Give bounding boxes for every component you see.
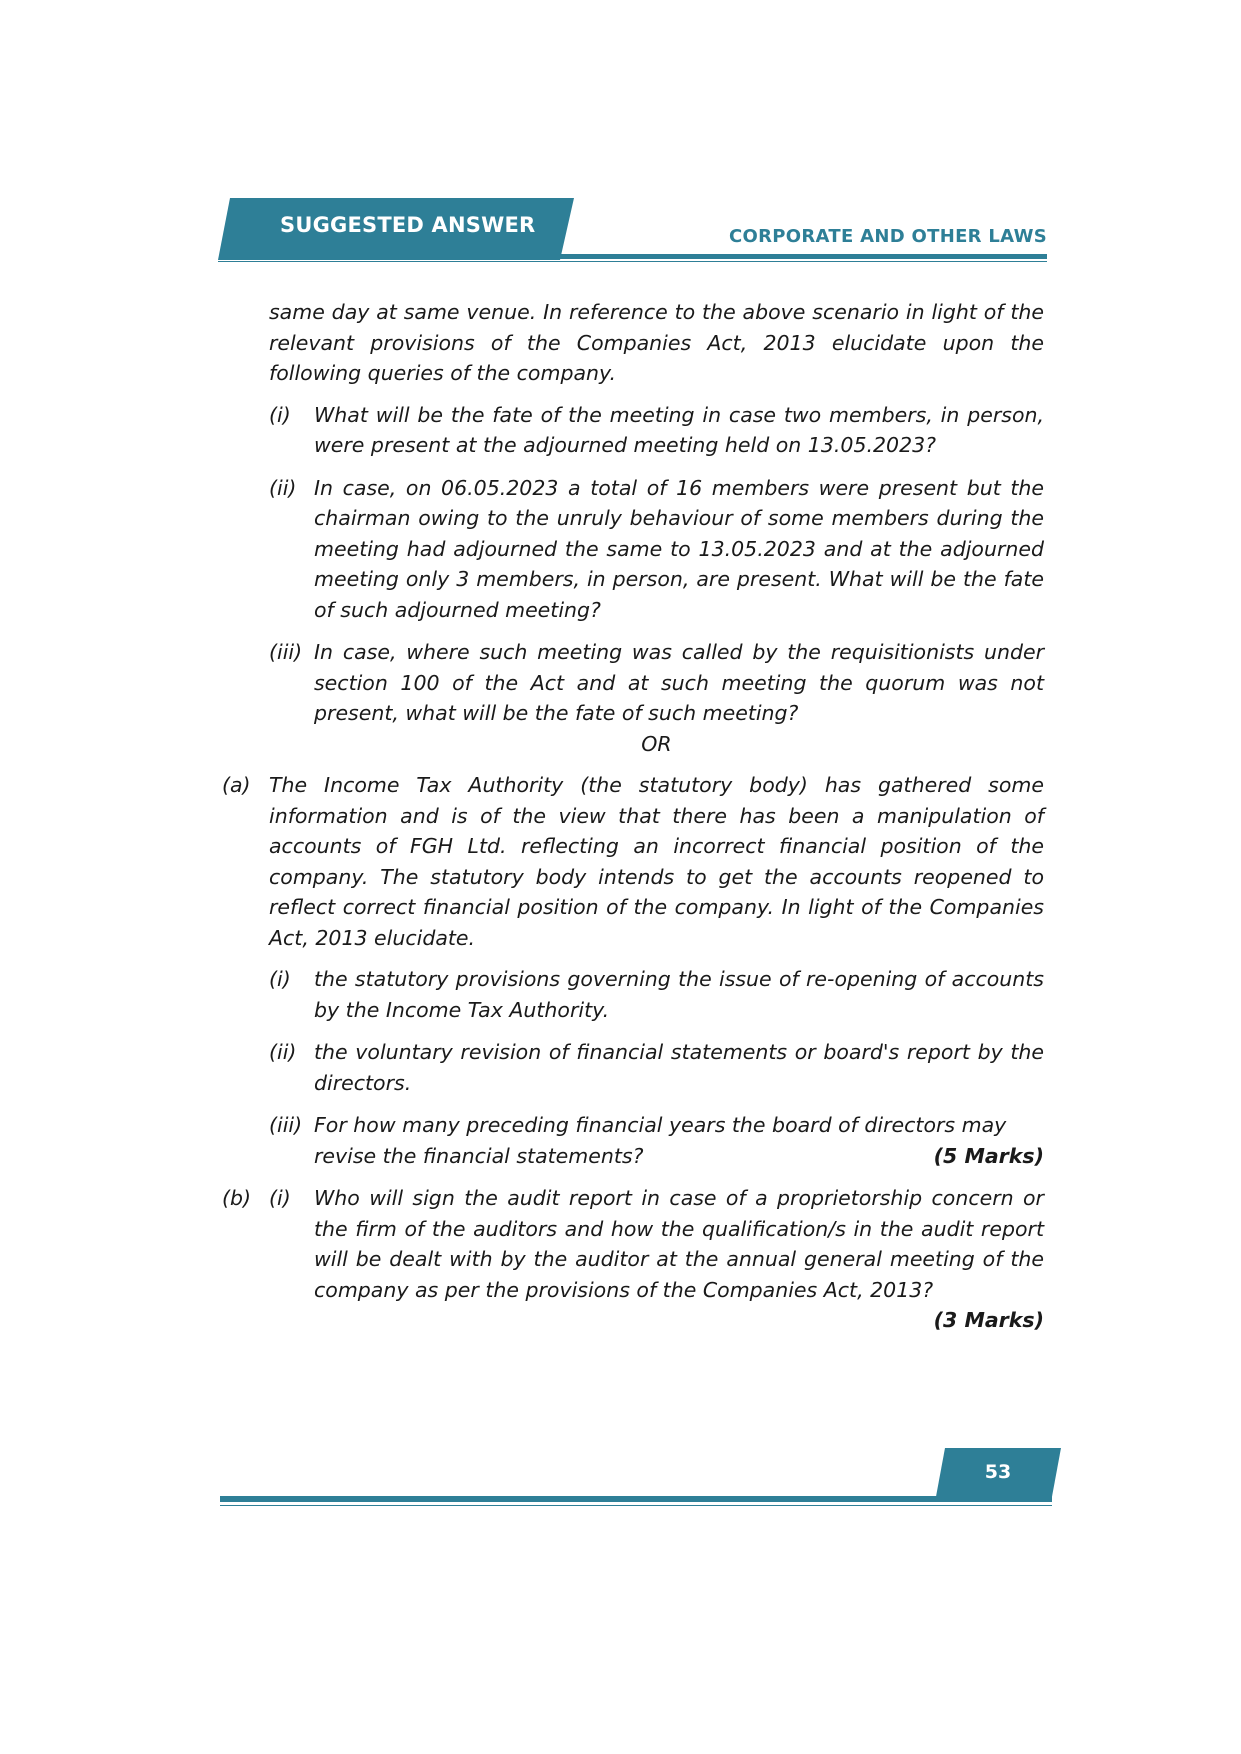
intro-paragraph: same day at same venue. In reference to the above scenario in light of the relevant provisions of the Companies Act, 2013 elucidate upon the following queries of the company. bbox=[269, 300, 1044, 385]
marks-label: (3 Marks) bbox=[933, 1308, 1044, 1332]
item-label: (i) bbox=[269, 1186, 291, 1210]
subject-title: CORPORATE AND OTHER LAWS bbox=[729, 226, 1047, 247]
page-number: 53 bbox=[984, 1461, 1012, 1483]
query-item bbox=[222, 473, 1044, 626]
page-content bbox=[222, 297, 1044, 1336]
item-label: (i) bbox=[269, 967, 291, 991]
question-a-item bbox=[222, 964, 1044, 1025]
or-divider: OR bbox=[641, 731, 672, 756]
query-item bbox=[222, 637, 1044, 729]
footer-rule bbox=[220, 1496, 1052, 1502]
marks-label: (5 Marks) bbox=[933, 1143, 1044, 1168]
query-text: What will be the fate of the meeting in case two members, in person, were present at the adjourned meeting held on 13.05.2023? bbox=[314, 402, 1044, 457]
item-text: the voluntary revision of financial statements or board's report by the directors. bbox=[314, 1040, 1044, 1095]
query-label: (ii) bbox=[269, 475, 297, 500]
question-a-item bbox=[222, 1037, 1044, 1098]
question-a-item bbox=[222, 1110, 1044, 1171]
item-label: (ii) bbox=[269, 1040, 297, 1064]
header-rule bbox=[560, 254, 1047, 259]
item-label: (iii) bbox=[269, 1113, 303, 1137]
item-text-line: revise the financial statements? bbox=[314, 1143, 644, 1168]
query-label: (i) bbox=[269, 402, 291, 427]
item-text-line: For how many preceding financial years the board of directors may bbox=[314, 1113, 1007, 1137]
question-a bbox=[222, 770, 1044, 953]
question-label: (b) bbox=[222, 1186, 252, 1210]
item-text: the statutory provisions governing the issue of re-opening of accounts by the Income Tax Authority. bbox=[314, 967, 1044, 1022]
header-rule-thin bbox=[218, 261, 1047, 262]
footer-rule-thin bbox=[220, 1505, 1052, 1506]
query-item bbox=[222, 400, 1044, 461]
query-text: In case, where such meeting was called by the requisitionists under section 100 of the Act and at such meeting the quorum was not present, what will be the fate of such meeting? bbox=[314, 640, 1044, 725]
query-text: In case, on 06.05.2023 a total of 16 members were present but the chairman owing to the unruly behaviour of some members during the meeting had adjourned the same to 13.05.2023 and at the adjourned meeting only 3 members, in person, are present. What will be the fate of such adjourned meeting? bbox=[314, 475, 1044, 622]
header-tab-label: SUGGESTED ANSWER bbox=[280, 213, 536, 237]
question-label: (a) bbox=[222, 773, 251, 797]
query-label: (iii) bbox=[269, 640, 303, 664]
question-text: The Income Tax Authority (the statutory body) has gathered some information and is of the view that there has been a manipulation of accounts of FGH Ltd. reflecting an incorrect financial position of the company. The statutory body intends to get the accounts reopened to reflect correct financial position of the company. In light of the Companies Act, 2013 elucidate. bbox=[269, 773, 1044, 950]
item-text bbox=[314, 1110, 1044, 1171]
question-b bbox=[222, 1183, 1044, 1305]
question-text: Who will sign the audit report in case of a proprietorship concern or the firm of the auditors and how the qualification/s in the audit report will be dealt with by the auditor at the annual general meeting of the company as per the provisions of the Companies Act, 2013? bbox=[314, 1186, 1044, 1302]
